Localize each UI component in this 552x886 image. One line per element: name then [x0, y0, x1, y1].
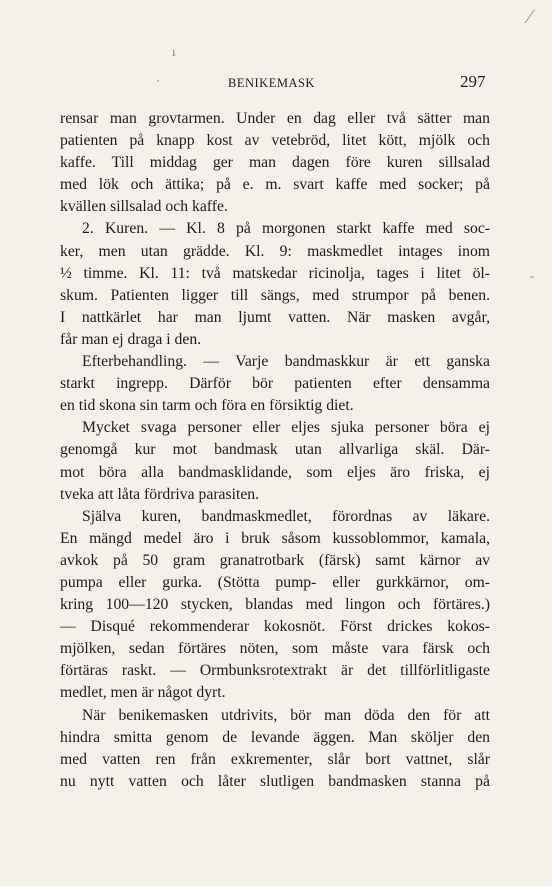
text-line: ker, men utan grädde. Kl. 9: maskmedlet intages inom — [60, 242, 490, 260]
text-line: ½ timme. Kl. 11: två matskedar ricinolja, tages i litet öl- — [60, 264, 490, 282]
text-line: Själva kuren, bandmaskmedlet, förordnas av läkare. — [82, 507, 490, 525]
text-line: kring 100—120 stycken, blandas med lingon och förtäres.) — [60, 596, 490, 614]
text-line: pumpa eller gurka. (Stötta pump- eller gurkkärnor, om- — [60, 573, 490, 591]
stray-mark: ı — [172, 44, 176, 59]
text-line: genomgå kur mot bandmask utan allvarliga skäl. Där- — [60, 441, 490, 459]
text-line: mjölken, sedan förtäres nöten, som måste vara färsk och — [60, 640, 490, 658]
text-line: Mycket svaga personer eller eljes sjuka personer böra ej — [82, 419, 490, 437]
margin-mark: ∕ — [528, 6, 532, 28]
text-line: starkt ingrepp. Därför bör patienten efter densamma — [60, 375, 490, 393]
text-line: En mängd medel äro i bruk såsom kussoblommor, kamala, — [60, 529, 490, 547]
text-line: avkok på 50 gram granatrotbark (färsk) samt kärnor av — [60, 551, 490, 569]
text-line: — Disqué rekommenderar kokosnöt. Först drickes kokos- — [60, 618, 490, 636]
text-line: När benikemasken utdrivits, bör man döda den för att — [82, 706, 490, 724]
margin-mark: - — [530, 268, 535, 283]
text-line: Efterbehandling. — Varje bandmaskkur är ett ganska — [82, 353, 490, 371]
stray-mark: · — [156, 73, 161, 88]
text-line: en tid skona sin tarm och föra en försiktig diet. — [60, 397, 354, 415]
text-line: kvällen sillsalad och kaffe. — [60, 198, 228, 216]
body-text — [60, 108, 490, 793]
text-line: medlet, men är något dyrt. — [60, 684, 226, 702]
text-line: tveka att låta fördriva parasiten. — [60, 485, 260, 503]
text-line: skum. Patienten ligger till sängs, med strumpor på benen. — [60, 286, 490, 304]
text-line: med lök och ättika; på e. m. svart kaffe med socker; på — [60, 176, 490, 194]
text-line: patienten på knapp kost av vetebröd, litet kött, mjölk och — [60, 132, 490, 150]
text-line: kaffe. Till middag ger man dagen före kuren sillsalad — [60, 154, 490, 172]
text-line: förtäras raskt. — Ormbunksrotextrakt är det tillförlitligaste — [60, 662, 490, 680]
text-line: rensar man grovtarmen. Under en dag eller två sätter man — [60, 110, 490, 127]
text-line: hindra smitta genom de levande äggen. Man sköljer den — [60, 728, 490, 746]
running-header: BENIKEMASK — [228, 76, 315, 90]
text-line: får man ej draga i den. — [60, 330, 202, 348]
text-line: I nattkärlet har man ljumt vatten. När masken avgår, — [60, 308, 490, 326]
page-number: 297 — [460, 72, 486, 91]
text-line: 2. Kuren. — Kl. 8 på morgonen starkt kaffe med soc- — [82, 220, 490, 238]
text-line: nu nytt vatten och låter slutligen bandmasken stanna på — [60, 772, 490, 790]
text-line: mot böra alla bandmasklidande, som eljes äro friska, ej — [60, 463, 490, 481]
text-line: med vatten ren från exkrementer, slår bort vattnet, slår — [60, 750, 490, 768]
